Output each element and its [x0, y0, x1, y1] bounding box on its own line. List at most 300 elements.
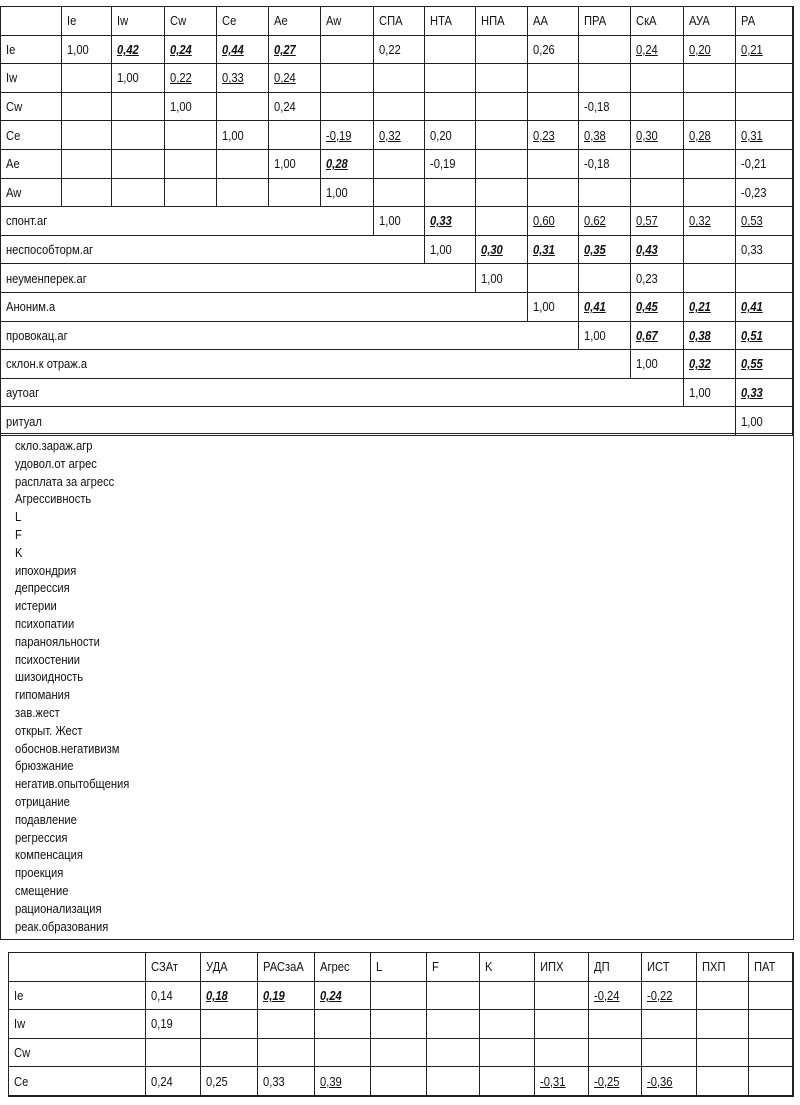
- table-cell-text: 0,19: [151, 1016, 173, 1032]
- table-cell-text: 0,31: [533, 242, 555, 258]
- row-label: [1, 379, 684, 408]
- table-cell-text: 0,57: [636, 213, 658, 229]
- table-cell: [579, 179, 631, 208]
- table-cell-text: 0,24: [636, 41, 658, 57]
- table-cell: [631, 36, 684, 65]
- table-cell: [374, 179, 425, 208]
- table-cell: [684, 264, 736, 293]
- variable-name: компенсация: [15, 847, 83, 863]
- row-label: [1, 322, 579, 351]
- table-cell-text: 0,21: [689, 299, 711, 315]
- table-cell-text: 0,18: [206, 987, 228, 1003]
- table-cell: [217, 150, 269, 179]
- table-cell: [269, 93, 321, 122]
- variable-name: депрессия: [15, 580, 70, 596]
- variable-name: открыт. Жест: [15, 722, 83, 738]
- table-cell: [480, 1039, 535, 1068]
- table-cell-text: 0,62: [584, 213, 606, 229]
- row-label-text: Ie: [6, 41, 16, 57]
- table-cell: [476, 179, 528, 208]
- table-cell-text: -0,21: [741, 156, 767, 172]
- table-cell: [736, 93, 793, 122]
- table-cell: [476, 64, 528, 93]
- table-cell: [201, 1039, 258, 1068]
- table-cell: [528, 293, 579, 322]
- table-cell-text: 0,24: [320, 987, 342, 1003]
- table-cell-text: 0,20: [689, 41, 711, 57]
- table-cell-text: -0,22: [647, 987, 673, 1003]
- variable-name: брюзжание: [15, 758, 74, 774]
- table-cell: [579, 322, 631, 351]
- col-header: [480, 953, 535, 982]
- table-cell: [528, 236, 579, 265]
- table-cell: [146, 1010, 201, 1039]
- table-cell-text: 1,00: [274, 156, 296, 172]
- table-cell: [425, 64, 476, 93]
- table-cell: [258, 1010, 315, 1039]
- table-cell: [528, 179, 579, 208]
- table-cell: [374, 36, 425, 65]
- table-cell: [217, 121, 269, 150]
- table-cell-text: 0,23: [533, 127, 555, 143]
- row-label-text: ритуал: [6, 413, 42, 429]
- col-header-text: Агрес: [320, 959, 350, 975]
- col-header: [528, 7, 579, 36]
- row-label-text: неспособторм.аг: [6, 242, 94, 258]
- col-header-text: СПА: [379, 13, 403, 29]
- table-cell: [146, 1067, 201, 1096]
- table-cell: [427, 982, 480, 1011]
- table-cell-text: 0,33: [430, 213, 452, 229]
- table-cell: [642, 1067, 697, 1096]
- table-cell: [374, 93, 425, 122]
- table-cell: [736, 264, 793, 293]
- table-cell: [579, 36, 631, 65]
- row-label: [9, 982, 146, 1011]
- col-header-text: НТА: [430, 13, 452, 29]
- row-label: [1, 293, 528, 322]
- table-cell-text: 0,51: [741, 327, 763, 343]
- col-header: [269, 7, 321, 36]
- col-header-text: АУА: [689, 13, 710, 29]
- variable-name: скло.зараж.агр: [15, 438, 93, 453]
- table-cell: [736, 207, 793, 236]
- row-label-text: Aw: [6, 184, 22, 200]
- table-cell: [62, 121, 112, 150]
- table-cell-text: 0,20: [430, 127, 452, 143]
- table-cell: [427, 1067, 480, 1096]
- table-cell-text: -0,18: [584, 156, 610, 172]
- row-label-text: Iw: [14, 1016, 26, 1032]
- table-cell-text: 0,31: [741, 127, 763, 143]
- table-cell-text: -0,18: [584, 99, 610, 115]
- table-cell: [165, 121, 217, 150]
- table-cell: [736, 293, 793, 322]
- table-cell-text: 1,00: [689, 385, 711, 401]
- col-header: [315, 953, 371, 982]
- table-cell-text: 0,38: [689, 327, 711, 343]
- row-label-text: Аноним.а: [6, 299, 56, 315]
- table-cell-text: 1,00: [741, 413, 763, 429]
- header-corner: [9, 953, 146, 982]
- table-cell: [321, 179, 374, 208]
- table-cell: [371, 982, 427, 1011]
- variable-name: расплата за агресс: [15, 473, 115, 489]
- table-cell: [749, 1039, 793, 1068]
- col-header: [374, 7, 425, 36]
- variable-name: рационализация: [15, 900, 102, 916]
- table-cell: [480, 982, 535, 1011]
- row-label-text: Ae: [6, 156, 20, 172]
- table-cell: [749, 1010, 793, 1039]
- table-cell: [736, 407, 793, 436]
- table-cell: [480, 1067, 535, 1096]
- table-cell-text: -0,36: [647, 1073, 673, 1089]
- table-cell: [631, 179, 684, 208]
- col-header: [697, 953, 749, 982]
- row-label: [1, 407, 736, 436]
- col-header-text: СкА: [636, 13, 657, 29]
- table-cell-text: 1,00: [326, 184, 348, 200]
- table-cell: [476, 93, 528, 122]
- col-header: [736, 7, 793, 36]
- table-cell: [528, 207, 579, 236]
- table-cell-text: 0,23: [636, 270, 658, 286]
- table-cell-text: 0,44: [222, 41, 244, 57]
- table-cell: [476, 121, 528, 150]
- variable-name: L: [15, 509, 22, 525]
- col-header-text: ПХП: [702, 959, 726, 975]
- col-header-text: ПРА: [584, 13, 607, 29]
- table-cell-text: 0,30: [636, 127, 658, 143]
- table-cell: [62, 93, 112, 122]
- table-cell-text: 0,38: [584, 127, 606, 143]
- table-cell: [269, 36, 321, 65]
- table-cell-text: 0,43: [636, 242, 658, 258]
- variable-name: подавление: [15, 811, 77, 827]
- correlation-table-bottom: [8, 952, 794, 1097]
- table-cell: [315, 1039, 371, 1068]
- row-label-text: спонт.аг: [6, 213, 48, 229]
- col-header: [258, 953, 315, 982]
- variable-name: негатив.опытобщения: [15, 776, 130, 792]
- table-cell: [631, 264, 684, 293]
- col-header-text: АА: [533, 13, 548, 29]
- table-cell-text: 1,00: [636, 356, 658, 372]
- col-header: [321, 7, 374, 36]
- variable-name: психостении: [15, 651, 81, 667]
- table-cell: [476, 236, 528, 265]
- table-cell-text: 0,41: [741, 299, 763, 315]
- variable-name: зав.жест: [15, 704, 60, 720]
- table-cell: [528, 264, 579, 293]
- table-cell-text: 1,00: [222, 127, 244, 143]
- variable-name: реак.образования: [15, 918, 109, 934]
- row-label-text: Ie: [14, 987, 24, 1003]
- row-label: [1, 264, 476, 293]
- col-header-text: Ae: [274, 13, 288, 29]
- table-cell: [321, 36, 374, 65]
- col-header-text: F: [432, 959, 439, 975]
- table-cell-text: 0,26: [533, 41, 555, 57]
- header-corner: [1, 7, 62, 36]
- table-cell: [427, 1039, 480, 1068]
- col-header-text: Aw: [326, 13, 342, 29]
- table-cell: [684, 64, 736, 93]
- table-cell: [321, 64, 374, 93]
- table-cell: [631, 236, 684, 265]
- table-cell: [165, 179, 217, 208]
- col-header-text: Cw: [170, 13, 187, 29]
- table-cell: [736, 322, 793, 351]
- table-cell: [374, 207, 425, 236]
- table-cell: [165, 64, 217, 93]
- col-header-text: ДП: [594, 959, 610, 975]
- col-header: [476, 7, 528, 36]
- table-cell: [62, 36, 112, 65]
- col-header: [62, 7, 112, 36]
- table-cell: [642, 1010, 697, 1039]
- table-cell-text: 0,33: [741, 242, 763, 258]
- table-cell-text: 1,00: [170, 99, 192, 115]
- table-cell: [749, 1067, 793, 1096]
- table-cell-text: 0,42: [117, 41, 139, 57]
- table-cell: [425, 207, 476, 236]
- col-header: [684, 7, 736, 36]
- table-cell: [535, 1010, 589, 1039]
- table-cell: [62, 179, 112, 208]
- table-cell: [736, 36, 793, 65]
- table-cell: [427, 1010, 480, 1039]
- variable-name: психопатии: [15, 615, 75, 631]
- table-cell: [476, 264, 528, 293]
- row-label: [1, 236, 425, 265]
- row-label: [1, 121, 62, 150]
- row-label: [9, 1039, 146, 1068]
- row-label-text: Iw: [6, 70, 18, 86]
- table-cell: [371, 1067, 427, 1096]
- table-cell-text: 1,00: [533, 299, 555, 315]
- table-cell: [697, 1039, 749, 1068]
- table-cell: [62, 64, 112, 93]
- table-cell-text: -0,31: [540, 1073, 566, 1089]
- table-cell-text: 0,30: [481, 242, 503, 258]
- table-cell: [269, 64, 321, 93]
- col-header: [217, 7, 269, 36]
- variable-name: смещение: [15, 882, 69, 898]
- table-cell: [258, 1067, 315, 1096]
- table-cell: [112, 179, 165, 208]
- col-header: [425, 7, 476, 36]
- table-cell-text: 1,00: [67, 41, 89, 57]
- col-header-text: РАСзаА: [263, 959, 304, 975]
- table-cell: [631, 150, 684, 179]
- table-cell: [736, 121, 793, 150]
- table-cell: [631, 121, 684, 150]
- table-cell: [589, 1067, 642, 1096]
- table-cell-text: 0,25: [206, 1073, 228, 1089]
- variable-name: паранояльности: [15, 633, 100, 649]
- col-header: [165, 7, 217, 36]
- table-cell: [112, 150, 165, 179]
- table-cell-text: -0,19: [326, 127, 352, 143]
- table-cell-text: 0,24: [170, 41, 192, 57]
- variable-name: проекция: [15, 865, 64, 881]
- table-cell-text: 0,33: [741, 385, 763, 401]
- table-cell: [201, 982, 258, 1011]
- row-label: [1, 207, 374, 236]
- table-cell: [631, 293, 684, 322]
- table-cell: [321, 121, 374, 150]
- table-cell-text: 0,24: [274, 70, 296, 86]
- table-cell-text: 1,00: [481, 270, 503, 286]
- table-cell: [684, 379, 736, 408]
- table-cell: [62, 150, 112, 179]
- variable-list: [0, 433, 794, 940]
- table-cell: [425, 121, 476, 150]
- col-header-text: Iw: [117, 13, 129, 29]
- row-label: [1, 350, 631, 379]
- table-cell: [476, 207, 528, 236]
- table-cell: [535, 982, 589, 1011]
- variable-name: регрессия: [15, 829, 68, 845]
- col-header-text: ИПХ: [540, 959, 564, 975]
- table-cell-text: 1,00: [430, 242, 452, 258]
- table-cell: [476, 36, 528, 65]
- table-cell: [374, 121, 425, 150]
- table-cell-text: 0,19: [263, 987, 285, 1003]
- table-cell-text: 1,00: [117, 70, 139, 86]
- table-cell: [374, 150, 425, 179]
- table-cell: [371, 1039, 427, 1068]
- table-cell: [631, 350, 684, 379]
- variable-name: удовол.от агрес: [15, 455, 97, 471]
- table-cell: [579, 236, 631, 265]
- table-cell: [315, 982, 371, 1011]
- table-cell: [697, 1010, 749, 1039]
- table-cell: [589, 1010, 642, 1039]
- col-header: [201, 953, 258, 982]
- table-cell: [697, 1067, 749, 1096]
- table-cell-text: 0,32: [689, 213, 711, 229]
- variable-name: ипохондрия: [15, 562, 77, 578]
- table-cell: [579, 207, 631, 236]
- variable-name: Агрессивность: [15, 491, 92, 507]
- table-cell: [217, 179, 269, 208]
- variable-name: K: [15, 544, 23, 560]
- table-cell: [269, 121, 321, 150]
- table-cell-text: 0,60: [533, 213, 555, 229]
- table-cell: [425, 236, 476, 265]
- row-label-text: неуменперек.аг: [6, 270, 87, 286]
- table-cell: [321, 93, 374, 122]
- table-cell-text: 0,24: [151, 1073, 173, 1089]
- table-cell: [684, 207, 736, 236]
- table-cell: [684, 322, 736, 351]
- table-cell-text: 0,55: [741, 356, 763, 372]
- table-cell: [631, 207, 684, 236]
- table-cell: [315, 1067, 371, 1096]
- table-cell: [631, 64, 684, 93]
- col-header: [146, 953, 201, 982]
- table-cell: [535, 1039, 589, 1068]
- col-header: [535, 953, 589, 982]
- table-cell: [535, 1067, 589, 1096]
- table-cell-text: 0,27: [274, 41, 296, 57]
- table-cell: [736, 64, 793, 93]
- table-cell: [165, 150, 217, 179]
- table-cell-text: -0,19: [430, 156, 456, 172]
- row-label-text: провокац.аг: [6, 327, 68, 343]
- table-cell-text: 0,28: [326, 156, 348, 172]
- table-cell-text: 0,39: [320, 1073, 342, 1089]
- table-cell: [146, 1039, 201, 1068]
- table-cell: [736, 350, 793, 379]
- table-cell: [425, 36, 476, 65]
- table-cell: [684, 93, 736, 122]
- table-cell: [579, 150, 631, 179]
- row-label: [1, 179, 62, 208]
- col-header-text: РА: [741, 13, 756, 29]
- table-cell: [425, 179, 476, 208]
- col-header: [589, 953, 642, 982]
- table-cell: [528, 36, 579, 65]
- table-cell-text: 0,21: [741, 41, 763, 57]
- col-header-text: Ie: [67, 13, 77, 29]
- table-cell: [146, 982, 201, 1011]
- table-cell-text: -0,24: [594, 987, 620, 1003]
- table-cell-text: 1,00: [379, 213, 401, 229]
- table-cell: [315, 1010, 371, 1039]
- row-label: [1, 93, 62, 122]
- table-cell: [579, 93, 631, 122]
- row-label: [1, 36, 62, 65]
- variable-name: отрицание: [15, 793, 70, 809]
- table-cell-text: 1,00: [584, 327, 606, 343]
- table-cell-text: 0,32: [689, 356, 711, 372]
- col-header-text: УДА: [206, 959, 228, 975]
- row-label-text: Ce: [14, 1073, 29, 1089]
- row-label: [9, 1067, 146, 1096]
- row-label: [1, 150, 62, 179]
- table-cell: [736, 179, 793, 208]
- table-cell: [269, 179, 321, 208]
- table-cell: [112, 93, 165, 122]
- table-cell: [697, 982, 749, 1011]
- col-header-text: СЗАт: [151, 959, 179, 975]
- table-cell: [528, 64, 579, 93]
- table-cell: [579, 264, 631, 293]
- table-cell-text: 0,67: [636, 327, 658, 343]
- col-header: [427, 953, 480, 982]
- table-cell-text: 0,33: [222, 70, 244, 86]
- table-cell: [528, 150, 579, 179]
- table-cell: [112, 36, 165, 65]
- table-cell: [528, 121, 579, 150]
- col-header-text: Ce: [222, 13, 237, 29]
- table-cell: [112, 121, 165, 150]
- col-header: [749, 953, 793, 982]
- table-cell: [371, 1010, 427, 1039]
- table-cell: [749, 982, 793, 1011]
- table-cell-text: 0,32: [379, 127, 401, 143]
- table-cell-text: 0,14: [151, 987, 173, 1003]
- table-cell-text: 0,24: [274, 99, 296, 115]
- table-cell: [631, 93, 684, 122]
- col-header-text: ПАТ: [754, 959, 776, 975]
- table-cell: [579, 293, 631, 322]
- table-cell: [684, 350, 736, 379]
